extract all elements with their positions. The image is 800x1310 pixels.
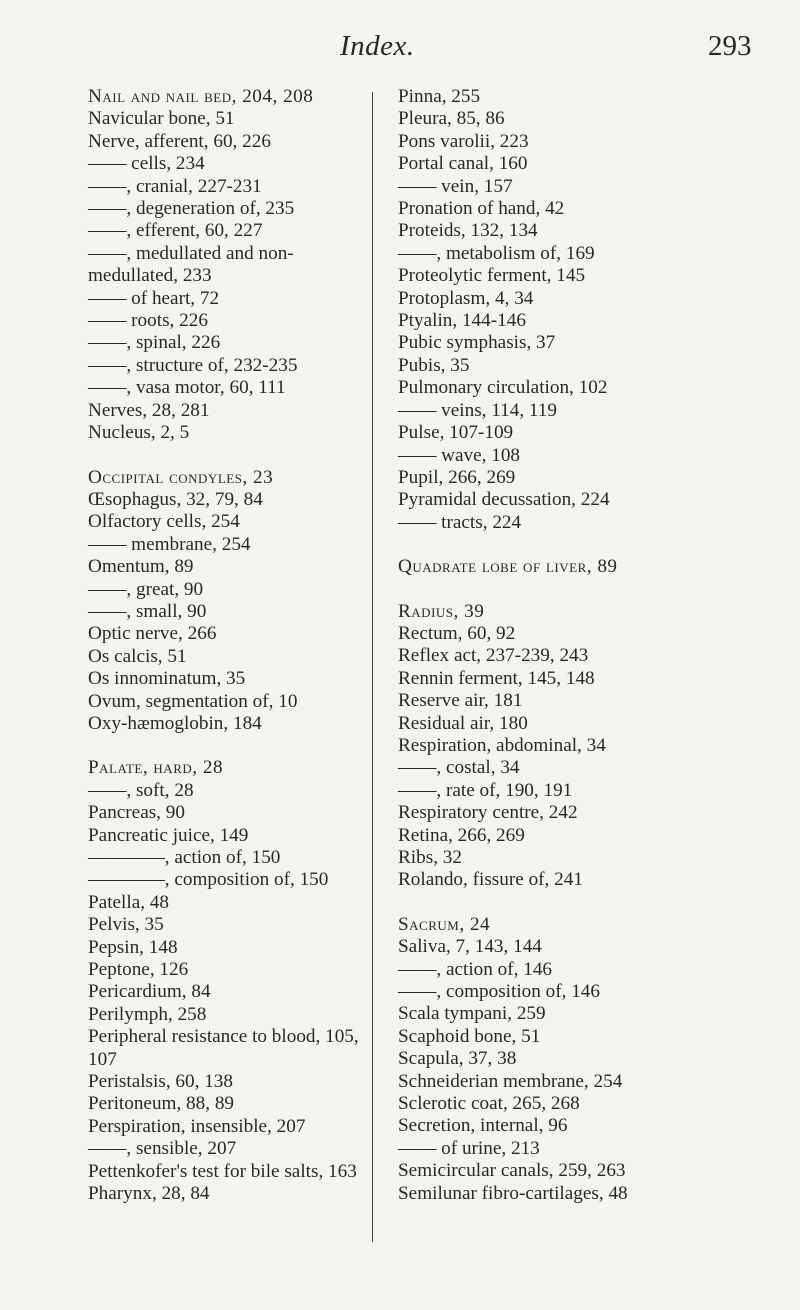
index-entry: Pepsin, 148 bbox=[88, 936, 178, 958]
index-entry: ——, cranial, 227-231 bbox=[88, 175, 262, 197]
index-entry: Quadrate lobe of liver, 89 bbox=[398, 556, 618, 578]
index-entry: ——, composition of, 146 bbox=[398, 981, 600, 1003]
index-entry: Nerves, 28, 281 bbox=[88, 399, 210, 421]
index-entry: Pupil, 266, 269 bbox=[398, 466, 516, 488]
index-column-left bbox=[88, 86, 360, 1206]
index-entry: —— wave, 108 bbox=[398, 444, 521, 466]
running-head-title: Index. bbox=[340, 30, 415, 62]
index-entry: Pubic symphasis, 37 bbox=[398, 332, 556, 354]
index-entry: Peritoneum, 88, 89 bbox=[88, 1093, 235, 1115]
index-entry: Pancreas, 90 bbox=[88, 802, 185, 824]
index-entry: —— roots, 226 bbox=[88, 310, 208, 332]
index-entry: ——, spinal, 226 bbox=[88, 332, 221, 354]
index-entry: Scala tympani, 259 bbox=[398, 1003, 546, 1025]
index-entry: ————, action of, 150 bbox=[88, 847, 281, 868]
index-entry: Patella, 48 bbox=[88, 891, 169, 913]
index-entry: Navicular bone, 51 bbox=[88, 108, 235, 130]
index-entry: Os innominatum, 35 bbox=[88, 668, 246, 690]
index-entry: Semicircular canals, 259, 263 bbox=[398, 1160, 626, 1182]
index-entry: Secretion, internal, 96 bbox=[398, 1115, 568, 1137]
index-entry: Sacrum, 24 bbox=[398, 913, 491, 935]
index-entry: —— vein, 157 bbox=[398, 175, 513, 197]
index-entry: Peristalsis, 60, 138 bbox=[88, 1071, 233, 1093]
index-entry: Pancreatic juice, 149 bbox=[88, 824, 249, 846]
index-entry: Rennin ferment, 145, 148 bbox=[398, 667, 595, 689]
index-entry: Schneiderian membrane, 254 bbox=[398, 1070, 623, 1092]
index-entry: ——, metabolism of, 169 bbox=[398, 242, 595, 264]
index-entry: ——, efferent, 60, 227 bbox=[88, 220, 263, 242]
index-entry: Pulse, 107-109 bbox=[398, 422, 514, 444]
index-entry: Nerve, afferent, 60, 226 bbox=[88, 130, 271, 152]
index-entry: ——, rate of, 190, 191 bbox=[398, 779, 573, 801]
index-entry: ——, soft, 28 bbox=[88, 779, 194, 801]
index-entry: Nail and nail bed, 204, 208 bbox=[88, 86, 314, 107]
index-entry: Sclerotic coat, 265, 268 bbox=[398, 1093, 580, 1115]
index-entry: Portal canal, 160 bbox=[398, 153, 528, 175]
index-entry: Rolando, fissure of, 241 bbox=[398, 869, 583, 891]
index-entry: Proteids, 132, 134 bbox=[398, 220, 538, 242]
index-entry: —— of urine, 213 bbox=[398, 1137, 540, 1159]
index-entry: —— cells, 234 bbox=[88, 153, 205, 175]
index-entry: ——, costal, 34 bbox=[398, 757, 520, 779]
index-entry: Ovum, segmentation of, 10 bbox=[88, 690, 298, 712]
index-entry: Pleura, 85, 86 bbox=[398, 108, 505, 130]
index-entry: Reflex act, 237-239, 243 bbox=[398, 645, 589, 667]
index-entry: Respiration, abdominal, 34 bbox=[398, 734, 606, 756]
index-entry: Perilymph, 258 bbox=[88, 1003, 207, 1025]
index-entry: Ptyalin, 144-146 bbox=[398, 310, 526, 332]
index-entry: Optic nerve, 266 bbox=[88, 623, 217, 645]
index-entry: Rectum, 60, 92 bbox=[398, 622, 516, 644]
index-entry: Protoplasm, 4, 34 bbox=[398, 287, 534, 309]
index-entry: ——, vasa motor, 60, 111 bbox=[88, 377, 286, 399]
index-entry: Olfactory cells, 254 bbox=[88, 511, 240, 533]
index-entry: Pons varolii, 223 bbox=[398, 130, 529, 152]
index-entry: ——, small, 90 bbox=[88, 600, 207, 622]
index-entry: ——, degeneration of, 235 bbox=[88, 198, 295, 220]
index-entry: Reserve air, 181 bbox=[398, 690, 523, 712]
index-entry: Pinna, 255 bbox=[398, 86, 481, 107]
index-entry: —— membrane, 254 bbox=[88, 533, 251, 555]
index-entry: Respiratory centre, 242 bbox=[398, 802, 578, 824]
index-entry: ——, great, 90 bbox=[88, 578, 204, 600]
index-entry: Radius, 39 bbox=[398, 600, 485, 622]
index-entry: Os calcis, 51 bbox=[88, 645, 187, 667]
index-entry: ——, action of, 146 bbox=[398, 958, 553, 980]
index-entry: Occipital condyles, 23 bbox=[88, 466, 274, 488]
index-entry: Pharynx, 28, 84 bbox=[88, 1183, 210, 1205]
index-entry: Pelvis, 35 bbox=[88, 914, 164, 936]
index-entry: Saliva, 7, 143, 144 bbox=[398, 936, 542, 958]
column-divider bbox=[372, 92, 373, 1242]
index-entry: Palate, hard, 28 bbox=[88, 757, 224, 779]
index-entry: Residual air, 180 bbox=[398, 712, 528, 734]
index-entry: —— of heart, 72 bbox=[88, 287, 220, 309]
index-entry: Pubis, 35 bbox=[398, 354, 470, 376]
index-entry: ——, structure of, 232-235 bbox=[88, 354, 298, 376]
index-entry: ——, medullated and non-medullated, 233 bbox=[88, 242, 294, 287]
index-entry: Pulmonary circulation, 102 bbox=[398, 377, 608, 399]
index-entry: Pronation of hand, 42 bbox=[398, 198, 565, 220]
index-entry: ————, composition of, 150 bbox=[88, 869, 329, 891]
index-entry: Perspiration, insensible, 207 bbox=[88, 1115, 306, 1137]
index-entry: Scapula, 37, 38 bbox=[398, 1048, 517, 1070]
index-entry: Pericardium, 84 bbox=[88, 981, 211, 1003]
index-entry: Scaphoid bone, 51 bbox=[398, 1025, 541, 1047]
index-entry: Retina, 266, 269 bbox=[398, 824, 525, 846]
page-number: 293 bbox=[708, 30, 752, 62]
index-entry: Proteolytic ferment, 145 bbox=[398, 265, 586, 287]
index-entry: Pettenkofer's test for bile salts, 163 bbox=[88, 1160, 357, 1182]
index-entry: —— veins, 114, 119 bbox=[398, 399, 557, 421]
index-entry: Semilunar fibro-cartilages, 48 bbox=[398, 1182, 628, 1204]
index-entry: Ribs, 32 bbox=[398, 847, 462, 868]
index-entry: Peripheral resistance to blood, 105, 107 bbox=[88, 1026, 359, 1070]
index-entry: Oxy-hæmoglobin, 184 bbox=[88, 712, 262, 734]
index-entry: Peptone, 126 bbox=[88, 959, 189, 981]
index-entry: ——, sensible, 207 bbox=[88, 1138, 237, 1160]
index-column-right bbox=[398, 86, 768, 1205]
index-entry: Œsophagus, 32, 79, 84 bbox=[88, 488, 263, 510]
index-entry: —— tracts, 224 bbox=[398, 511, 522, 533]
index-entry: Nucleus, 2, 5 bbox=[88, 422, 190, 444]
index-entry: Omentum, 89 bbox=[88, 556, 194, 578]
index-entry: Pyramidal decussation, 224 bbox=[398, 489, 610, 511]
